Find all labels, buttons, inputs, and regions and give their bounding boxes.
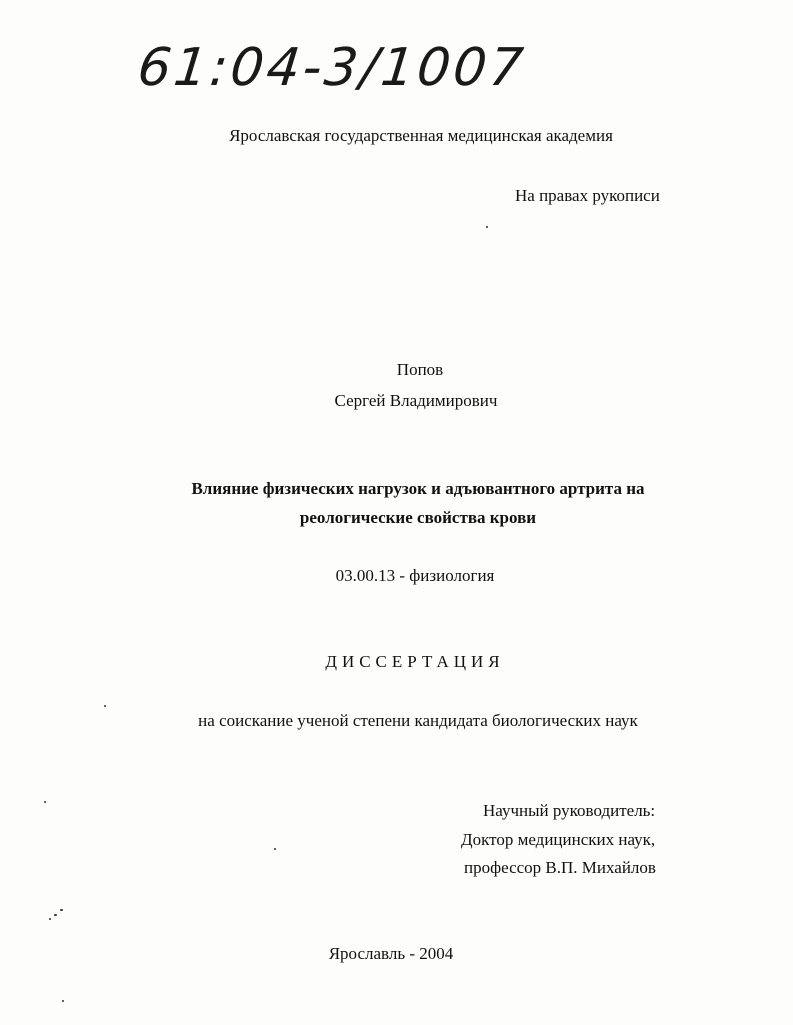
- institution-name: Ярославская государственная медицинская академия: [229, 126, 613, 145]
- supervisor-name: профессор В.П. Михайлов: [464, 858, 656, 877]
- supervisor-degree: Доктор медицинских наук,: [461, 830, 656, 849]
- handwritten-archive-number: 61:04-3/1007: [134, 38, 529, 98]
- scan-speck: [62, 1000, 64, 1002]
- supervisor-label: Научный руководитель:: [483, 801, 656, 820]
- scan-speck: [104, 705, 106, 707]
- scan-speck: [60, 909, 63, 911]
- document-type: ДИССЕРТАЦИЯ: [325, 652, 505, 671]
- city-and-year: Ярославль - 2004: [328, 944, 454, 963]
- thesis-title-line-2: реологические свойства крови: [299, 508, 537, 527]
- manuscript-rights-note: На правах рукописи: [515, 186, 660, 205]
- author-surname: Попов: [396, 360, 444, 379]
- thesis-title-line-1: Влияние физических нагрузок и адъювантного артрита на: [191, 479, 645, 498]
- scan-speck: [49, 918, 51, 920]
- scan-speck: [44, 801, 46, 803]
- degree-sought: на соискание ученой степени кандидата биологических наук: [198, 711, 638, 730]
- scan-speck: [486, 226, 488, 228]
- scan-speck: [54, 914, 57, 916]
- scan-speck: [274, 848, 276, 850]
- author-given-names: Сергей Владимирович: [334, 391, 498, 410]
- specialty-code: 03.00.13 - физиология: [335, 566, 495, 585]
